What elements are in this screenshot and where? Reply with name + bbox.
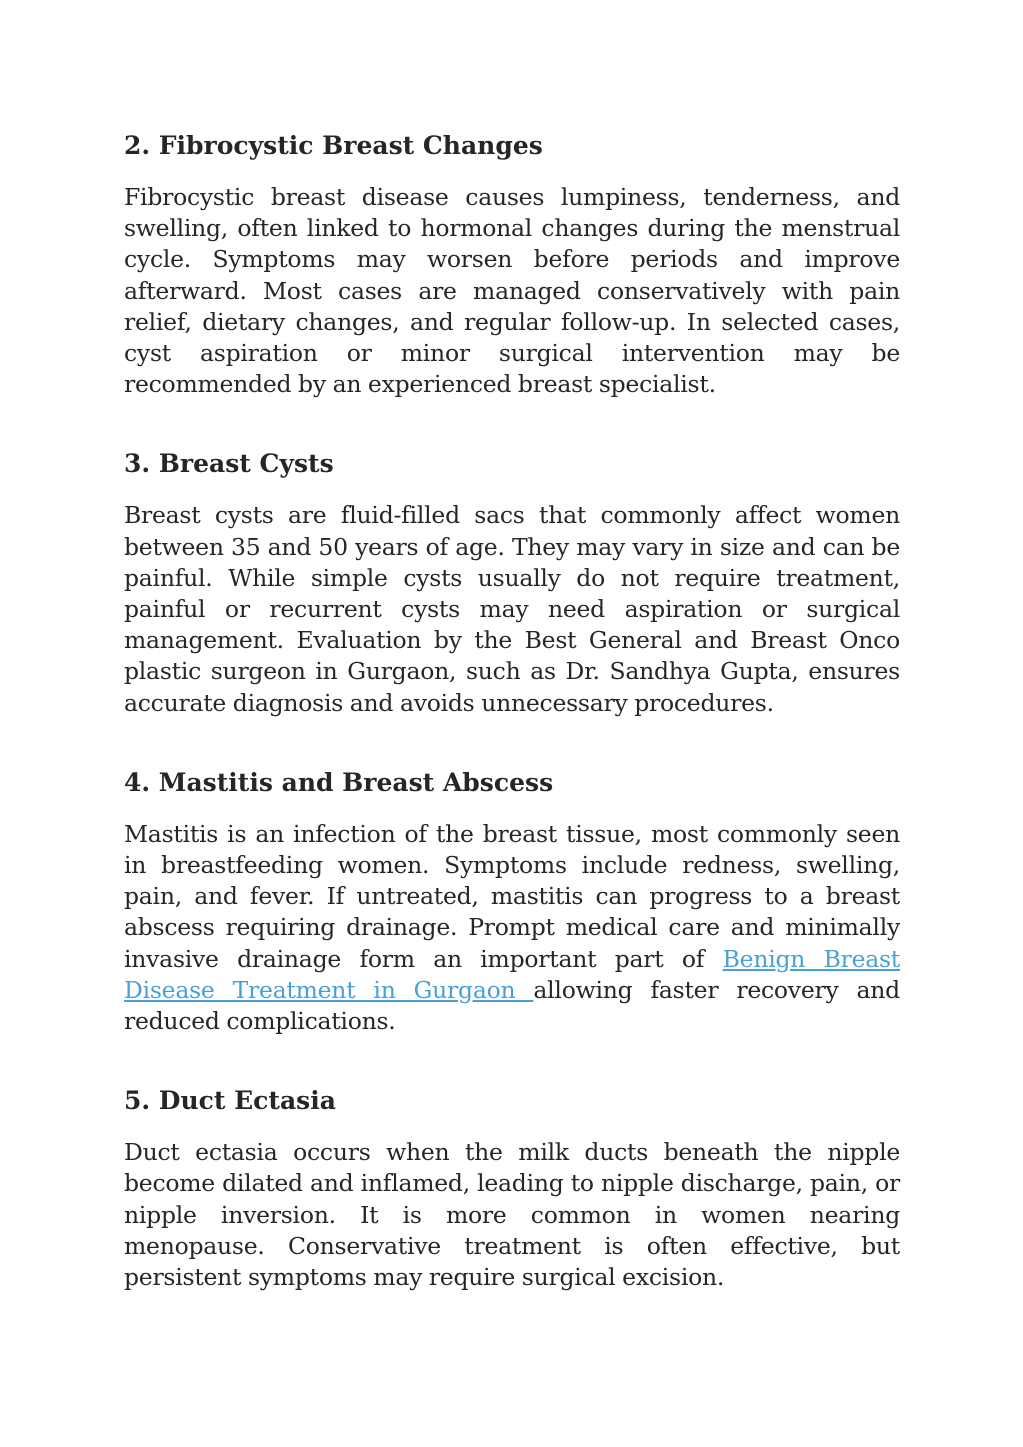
section-heading: 3. Breast Cysts bbox=[124, 449, 334, 479]
document-page bbox=[124, 126, 900, 1337]
section-body: Breast cysts are fluid-filled sacs that commonly affect women between 35 and 50 years of age. They may vary in size and can be painful. While simple cysts usually do not require treatment, painful or recurrent cysts may need aspiration or surgical management. Evaluation by the Best General and Breast Onco plastic surgeon in Gurgaon, such as Dr. Sandhya Gupta, ensures accurate diagnosis and avoids unnecessary procedures. bbox=[124, 501, 900, 717]
section-body-text-before-link: Mastitis is an infection of the breast tissue, most commonly seen in breastfeeding women. Symptoms include redness, swelling, pain, and fever. If untreated, mastitis can progress to a breast abscess requiring drainage. Prompt medical care and minimally invasive drainage form an important part of bbox=[124, 819, 900, 973]
section-body-text-after-link: allowing faster recovery and reduced complications. bbox=[124, 975, 900, 1036]
section-mastitis bbox=[124, 763, 900, 1037]
section-heading: 5. Duct Ectasia bbox=[124, 1086, 336, 1116]
section-body bbox=[124, 819, 900, 1037]
section-fibrocystic bbox=[124, 126, 900, 400]
section-heading: 4. Mastitis and Breast Abscess bbox=[124, 767, 554, 797]
section-heading: 2. Fibrocystic Breast Changes bbox=[124, 131, 543, 160]
benign-breast-disease-link[interactable]: Benign Breast Disease Treatment in Gurgaon bbox=[124, 944, 900, 1004]
section-breast-cysts bbox=[124, 444, 900, 718]
section-body: Duct ectasia occurs when the milk ducts beneath the nipple become dilated and inflamed, leading to nipple discharge, pain, or nipple inversion. It is more common in women nearing menopause. Conservative treatment is often effective, but persistent symptoms may require surgical excision. bbox=[124, 1138, 900, 1292]
section-body: Fibrocystic breast disease causes lumpiness, tenderness, and swelling, often linked to hormonal changes during the menstrual cycle. Symptoms may worsen before periods and improve afterward. Most cases are managed conservatively with pain relief, dietary changes, and regular follow-up. In selected cases, cyst aspiration or minor surgical intervention may be recommended by an experienced breast specialist. bbox=[124, 183, 900, 399]
section-duct-ectasia bbox=[124, 1081, 900, 1293]
